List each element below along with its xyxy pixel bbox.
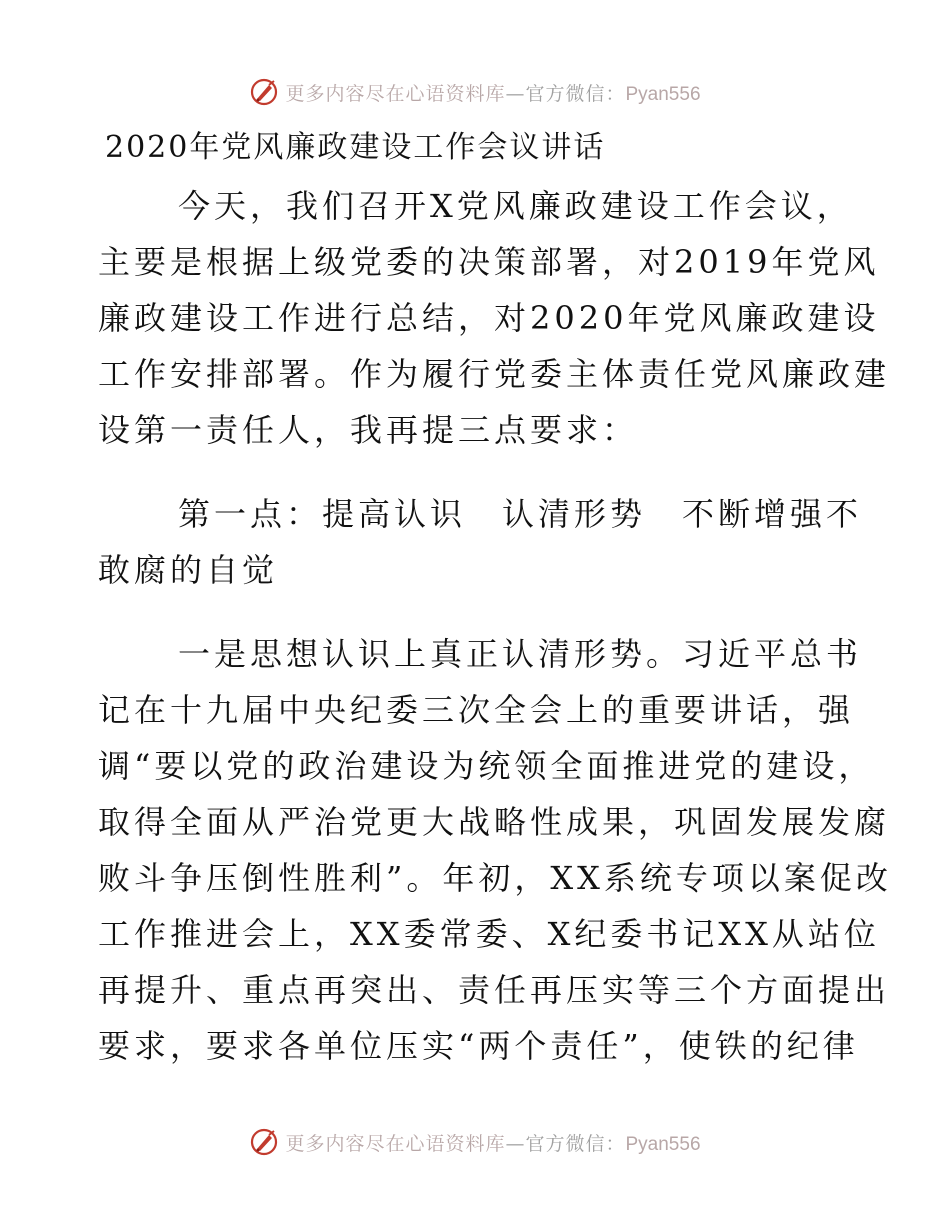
quill-logo-icon xyxy=(249,1127,279,1157)
text-line: 主要是根据上级党委的决策部署，对2019年党风 xyxy=(98,243,880,281)
watermark-separator: — xyxy=(505,1132,526,1155)
text-line: 一是思想认识上真正认清形势。习近平总书 xyxy=(178,635,863,673)
paragraph-heading-first-point xyxy=(98,486,863,598)
text-line: 记在十九届中央纪委三次全会上的重要讲话，强 xyxy=(98,691,855,729)
watermark-wechat-id: Pyan556 xyxy=(625,1133,701,1155)
watermark-label: 官方微信： xyxy=(525,82,626,105)
footer-watermark xyxy=(0,1122,950,1162)
watermark-site: 更多内容尽在心语资料库 xyxy=(285,82,506,105)
paragraph-point-one xyxy=(98,626,892,1074)
paragraph-intro xyxy=(98,178,891,458)
watermark-site: 更多内容尽在心语资料库 xyxy=(285,1132,506,1155)
text-line: 调“要以党的政治建设为统领全面推进党的建设， xyxy=(98,747,875,785)
text-line: 廉政建设工作进行总结，对2020年党风廉政建设 xyxy=(98,299,880,337)
header-watermark xyxy=(0,72,950,112)
document-title: 2020年党风廉政建设工作会议讲话 xyxy=(105,130,606,165)
text-line: 设第一责任人，我再提三点要求： xyxy=(98,411,639,449)
text-line: 取得全面从严治党更大战略性成果，巩固发展发腐 xyxy=(98,803,891,841)
paragraph-gap xyxy=(98,598,858,626)
watermark-separator: — xyxy=(505,82,526,105)
text-line: 工作推进会上，XX委常委、X纪委书记XX从站位 xyxy=(98,915,880,953)
document-body xyxy=(98,178,892,1074)
paragraph-gap xyxy=(98,458,858,486)
text-line: 今天，我们召开X党风廉政建设工作会议， xyxy=(178,187,853,225)
text-line: 敢腐的自觉 xyxy=(98,551,279,589)
text-line: 败斗争压倒性胜利”。年初，XX系统专项以案促改 xyxy=(98,859,892,897)
text-line: 再提升、重点再突出、责任再压实等三个方面提出 xyxy=(98,971,891,1009)
text-line: 工作安排部署。作为履行党委主体责任党风廉政建 xyxy=(98,355,891,393)
watermark-wechat-id: Pyan556 xyxy=(625,83,701,105)
text-line: 第一点：提高认识 认清形势 不断增强不 xyxy=(178,495,863,533)
watermark-label: 官方微信： xyxy=(525,1132,626,1155)
text-line: 要求，要求各单位压实“两个责任”，使铁的纪律 xyxy=(98,1027,859,1065)
quill-logo-icon xyxy=(249,77,279,107)
